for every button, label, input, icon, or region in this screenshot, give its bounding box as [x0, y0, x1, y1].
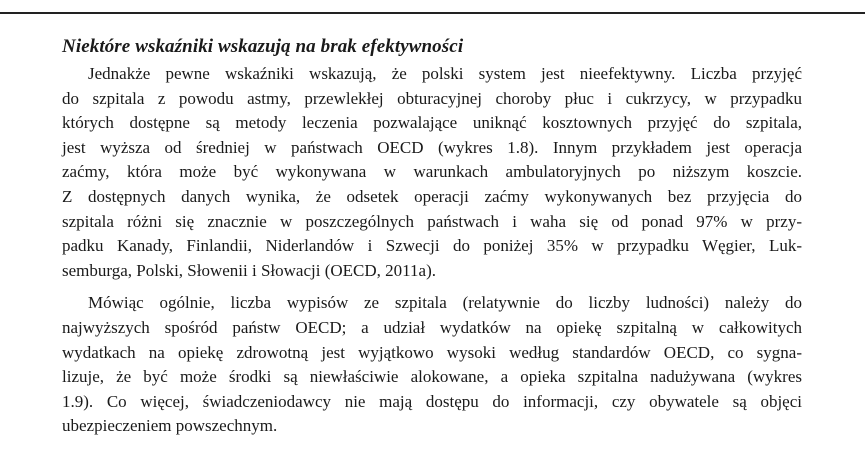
text-line: Jednakże pewne wskaźniki wskazują, że polski system jest nieefektywny. Liczba przyjęć: [88, 64, 802, 83]
top-rule: [0, 12, 865, 14]
text-line: zaćmy, która może być wykonywana w warunkach ambulatoryjnych po niższym koszcie.: [62, 162, 802, 182]
text-line: Z dostępnych danych wynika, że odsetek operacji zaćmy wykonywanych bez przyjęcia do: [62, 186, 802, 206]
text-line: padku Kanady, Finlandii, Niderlandów i Szwecji do poniżej 35% w przypadku Węgier, Luk-: [62, 236, 802, 256]
paragraph-2: [62, 291, 802, 439]
text-line: lizuje, że być może środki są niewłaściwie alokowane, a opieka szpitalna nadużywana (wykres: [62, 367, 802, 387]
text-line: których dostępne są metody leczenia pozwalające uniknąć kosztownych przyjęć do szpitala,: [62, 113, 802, 133]
text-line: semburga, Polski, Słowenii i Słowacji (OECD, 2011a).: [62, 260, 436, 280]
text-line: najwyższych spośród państw OECD; a udział wydatków na opiekę szpitalną w całkowitych: [62, 317, 802, 337]
paragraph-1: [62, 62, 802, 283]
text-line: wydatkach na opiekę zdrowotną jest wyjątkowo wysoki według standardów OECD, co sygna-: [62, 342, 802, 362]
text-line: do szpitala z powodu astmy, przewlekłej obturacyjnej choroby płuc i cukrzycy, w przypadku: [62, 88, 802, 108]
section-heading: Niektóre wskaźniki wskazują na brak efektywności: [62, 36, 464, 57]
text-line: Mówiąc ogólnie, liczba wypisów ze szpitala (relatywnie do liczby ludności) należy do: [88, 293, 802, 313]
document-page: [62, 36, 802, 439]
text-line: ubezpieczeniem powszechnym.: [62, 416, 278, 436]
text-line: jest wyższa od średniej w państwach OECD (wykres 1.8). Innym przykładem jest operacja: [62, 137, 802, 157]
text-line: 1.9). Co więcej, świadczeniodawcy nie mają dostępu do informacji, czy obywatele są objęci: [62, 391, 802, 411]
text-line: szpitala różni się znacznie w poszczególnych państwach i waha się od ponad 97% w przy-: [62, 211, 802, 231]
